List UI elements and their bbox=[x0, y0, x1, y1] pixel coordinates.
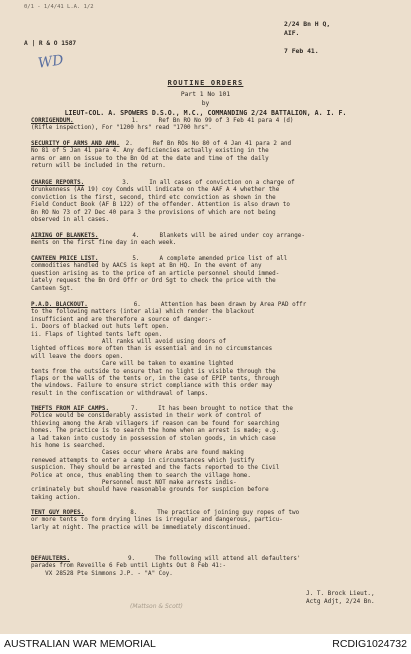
faint-stamp-note: (Mattson & Scott) bbox=[130, 603, 183, 610]
order-heading: AIRING OF BLANKETS. bbox=[31, 233, 99, 239]
order-text-line: insufficient and are therefore a source of danger:- bbox=[31, 316, 212, 323]
order-text-line: Cases occur where Arabs are found making bbox=[31, 450, 244, 457]
order-number: 6. bbox=[133, 302, 141, 308]
by-line: by bbox=[201, 100, 210, 107]
order-text-line: criminately but should have reasonable grounds for suspicion before bbox=[31, 487, 269, 494]
order-number: 4. bbox=[132, 233, 140, 239]
order-text-line: homes. The practice is to search the home when an arrest is made; e.g. bbox=[31, 428, 280, 435]
order-number: 1. bbox=[131, 118, 139, 124]
order-text-line: i. Doors of blacked out huts left open. bbox=[31, 324, 170, 331]
order-text-line: taking action. bbox=[31, 494, 81, 501]
part-number-line: Part 1 No 101 bbox=[180, 91, 231, 98]
file-reference-code: A | R & O 1587 bbox=[24, 40, 77, 47]
order-text-line: iately request the Bn Ord Offr or Ord Sgt to check the price with the bbox=[31, 278, 276, 285]
commanding-officer-line: LIEUT-COL. A. SPOWERS D.S.O., M.C., COMMANDING 2/24 BATTALION, A. I. F. bbox=[64, 109, 347, 117]
order-text-line: Care will be taken to examine lighted bbox=[31, 361, 234, 368]
order-9: DEFAULTERS. 9. The following will attend all defaulters' parades from Reveille 6 Feb until Lights Out 8 Feb 41:- VX 28528 Pte Simmons J.P. - "A" Coy. bbox=[31, 556, 383, 578]
order-date: 7 Feb 41. bbox=[284, 47, 319, 55]
order-text-line: thieving among the Arab villagers if reason can be found for searching bbox=[31, 420, 280, 427]
order-text-line: All ranks will avoid using doors of bbox=[31, 339, 227, 346]
order-number: 7. bbox=[131, 406, 139, 412]
order-text-line: the windows. Failure to ensure strict compliance with this order may bbox=[31, 383, 273, 390]
order-heading: TENT GUY ROPES. bbox=[31, 510, 85, 516]
document-title bbox=[0, 79, 411, 87]
order-1: CORRIGENDUM. 1. Ref Bn RO No 99 of 3 Feb 41 para 4 (d) (Rifle inspection), For "1200 hrs" read "1700 hrs". bbox=[31, 118, 383, 133]
order-text-line: Canteen Sgt. bbox=[31, 285, 74, 292]
order-text-line: VX 28528 Pte Simmons J.P. - "A" Coy. bbox=[31, 570, 173, 577]
order-3: CHARGE REPORTS. 3. In all cases of conviction on a charge of drunkenness (AA 19) coy Comds will indicate on the AAF A 4 whether the conviction is the first, second, third etc conviction as shown in the Field Conduct Book (AF B 122) of the offender. Attention is also drawn to Bn RO No 73 of 27 Dec 40 para 3 the provisions of which are not being observed in all cases. bbox=[31, 180, 383, 224]
order-text-line: his home is searched. bbox=[31, 443, 106, 450]
archive-name: AUSTRALIAN WAR MEMORIAL bbox=[4, 638, 156, 650]
handwritten-mark: WD bbox=[37, 52, 65, 72]
order-text-line: Field Conduct Book (AF B 122) of the offender. Attention is also drawn to bbox=[31, 202, 290, 209]
order-heading: THEFTS FROM AIF CAMPS. bbox=[31, 406, 110, 412]
signature-title: Actg Adjt, 2/24 Bn. bbox=[306, 598, 375, 605]
order-text-line: return will be included in the return. bbox=[31, 163, 166, 170]
order-text-line: question arising as to the price of an article personnel should immed- bbox=[31, 270, 280, 277]
order-text-line: result in the confiscation or withdrawal of lamps. bbox=[31, 390, 209, 397]
order-text-line: ii. Flaps of lighted tents left open. bbox=[31, 331, 163, 338]
order-number: 9. bbox=[128, 556, 136, 562]
unit-line-2: AIF. bbox=[284, 29, 300, 37]
order-text-line: Bn RO No 73 of 27 Dec 40 para 3 the provisions of which are not being bbox=[31, 209, 276, 216]
order-text-line: will leave the doors open. bbox=[31, 353, 124, 360]
order-text-line: drunkenness (AA 19) coy Comds will indicate on the AAF A 4 whether the bbox=[31, 187, 280, 194]
order-text-line: suspicion. They should be arrested and the facts reported to the Civil bbox=[31, 465, 280, 472]
order-heading: P.A.D. BLACKOUT. bbox=[31, 302, 88, 308]
order-2: SECURITY OF ARMS AND AMN. 2. Ref Bn ROs No 80 of 4 Jan 41 para 2 and No 81 of 5 Jan 41 para 4. Any deficiencies actually existing in the arms or amn on issue to the Bn Od at the date and time of the daily return will be included in the return. bbox=[31, 141, 383, 171]
order-text-line: No 81 of 5 Jan 41 para 4. Any deficiencies actually existing in the bbox=[31, 148, 269, 155]
order-number: 2. bbox=[125, 141, 133, 147]
order-text-line: Police would be considerably assisted in their work of control of bbox=[31, 413, 262, 420]
order-text-line: Police at once, thus enabling them to search the village home. bbox=[31, 472, 251, 479]
archive-footer bbox=[0, 634, 411, 654]
order-heading: CANTEEN PRICE LIST. bbox=[31, 256, 99, 262]
order-text-line: to the following matters (inter alia) which render the blackout bbox=[31, 309, 255, 316]
order-text-line: lighted offices more often than is essential and in no circumstances bbox=[31, 346, 273, 353]
unit-line-1: 2/24 Bn H Q, bbox=[284, 20, 331, 28]
order-text-line: conviction is the first, second, third etc conviction as shown in the bbox=[31, 194, 276, 201]
order-text-line: flaps or the walls of the tents or, in the case of EPIP tents, through bbox=[31, 376, 280, 383]
order-text-line: renewed attempts to enter a camp in circumstances which justify bbox=[31, 457, 255, 464]
order-5: CANTEEN PRICE LIST. 5. A complete amended price list of all commodities handled by AACS is kept at Bn HQ. In the event of any question arising as to the price of an article personnel should immed- iately request the Bn Ord Offr or Ord Sgt to check the price with the Canteen Sgt. bbox=[31, 256, 383, 293]
order-8: TENT GUY ROPES. 8. The practice of joining guy ropes of two or more tents to form drying lines is irregular and dangerous, particu- larly at night. The practice will be immediately discontinued. bbox=[31, 510, 383, 532]
order-heading: CHARGE REPORTS. bbox=[31, 180, 85, 186]
order-text-line: tents from the outside to ensure that no light is visible through the bbox=[31, 368, 276, 375]
order-number: 5. bbox=[132, 256, 140, 262]
order-7: THEFTS FROM AIF CAMPS. 7. It has been brought to notice that the Police would be considerably assisted in their work of control of thieving among the Arab villagers if reason can be found for searching homes. The practice is to search the home when an arrest is made; e.g. a lad taken into custody in possession of stolen goods, in which case his home is searched. Cases occur where Arabs are found making renewed attempts to enter a camp in circumstances which justify suspicion. They should be arrested and the facts reported to the Civil Police at once, thus enabling them to search the village home. Personnel must NOT make arrests indis- criminately but should have reasonable grounds for suspicion before taking action. bbox=[31, 406, 383, 502]
order-text-line: or more tents to form drying lines is irregular and dangerous, particu- bbox=[31, 517, 283, 524]
archive-record-id: RCDIG1024732 bbox=[332, 638, 407, 650]
faint-top-reference: 0/1 - 1/4/41 L.A. 1/2 bbox=[24, 4, 94, 10]
order-heading: DEFAULTERS. bbox=[31, 556, 71, 562]
order-text-line: Personnel must NOT make arrests indis- bbox=[31, 480, 237, 487]
order-text-line: arms or amn on issue to the Bn Od at the date and time of the daily bbox=[31, 155, 269, 162]
order-text-line: larly at night. The practice will be immediately discontinued. bbox=[31, 524, 251, 531]
order-6: P.A.D. BLACKOUT. 6. Attention has been drawn by Area PAD offr to the following matters (inter alia) which render the blackout insufficient and are therefore a source of danger:- i. Doors of blacked out huts left open. ii. Flaps of lighted tents left open. All ranks will avoid using doors of lighted offices more often than is essential and in no circumstances will leave the doors open. Care will be taken to examine lighted tents from the outside to ensure that no light is visible through the flaps or the walls of the tents or, in the case of EPIP tents, through the windows. Failure to ensure strict compliance with this order may result in the confiscation or withdrawal of lamps. bbox=[31, 302, 383, 398]
order-4: AIRING OF BLANKETS. 4. Blankets will be aired under coy arrange- ments on the first fine day in each week. bbox=[31, 233, 383, 248]
order-text-line: a lad taken into custody in possession of stolen goods, in which case bbox=[31, 435, 276, 442]
order-text-line: observed in all cases. bbox=[31, 217, 110, 224]
order-text-line: commodities handled by AACS is kept at Bn HQ. In the event of any bbox=[31, 263, 262, 270]
order-text-line: ments on the first fine day in each week. bbox=[31, 240, 177, 247]
order-text-line: (Rifle inspection), For "1200 hrs" read "1700 hrs". bbox=[31, 125, 212, 132]
order-text-line: parades from Reveille 6 Feb until Lights Out 8 Feb 41:- bbox=[31, 563, 227, 570]
order-number: 8. bbox=[130, 510, 138, 516]
signature-name: J. T. Brock Lieut., bbox=[306, 590, 375, 597]
order-number: 3. bbox=[122, 180, 130, 186]
title-text: ROUTINE ORDERS bbox=[167, 79, 244, 87]
order-heading: SECURITY OF ARMS AND AMN. bbox=[31, 141, 120, 147]
order-heading: CORRIGENDUM. bbox=[31, 118, 74, 124]
